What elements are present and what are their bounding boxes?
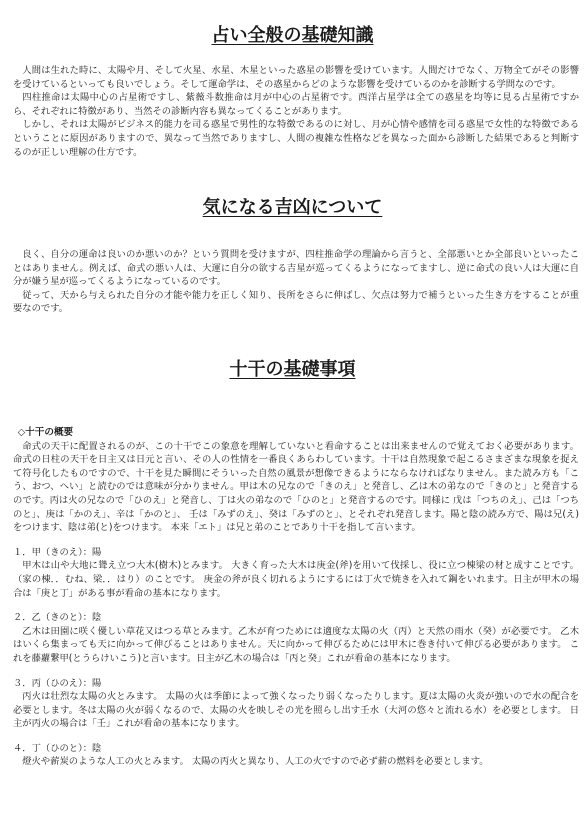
- section-ten-stems: [13, 426, 579, 769]
- overview-heading: ◇十干の概要: [17, 427, 74, 438]
- section-fortune-basics: [13, 64, 579, 159]
- title-ten-stems: 十干の基礎事項: [229, 359, 356, 380]
- stem-heading-hinoto: ４．丁（ひのと）：陰: [13, 742, 102, 754]
- paragraph: 四柱推命は太陽中心の占星術ですし、紫薇斗数推命は月が中心の占星術です。西洋占星学は全ての惑星を均等に見る占星術ですから、それぞれに特徴があり、当然その診断内容も異なってくることがあります。: [13, 92, 579, 117]
- stem-body-kinoto: 乙木は田園に咲く優しい草花又はつる草とみます。乙木が育つためには適度な太陽の火（丙）と天然の雨水（癸）が必要です。 乙木はいくら集まっても天に向かって伸びることはありません。天に向かって伸びるためには甲木に巻き付いて伸びる必要があります。 これを藤蘿繋甲(とうらけいこう)と言います。日主が乙木の場合は「丙と癸」これが看命の基本になります。: [13, 625, 579, 664]
- paragraph: 良く、自分の運命は良いのか悪いのか？という質問を受けますが、四柱推命学の理論から言うと、全部悪いとか全部良いといったことはありません。例えば、命式の悪い人は、大運に自分の欲する吉星が巡ってくるようになってますし、逆に命式の良い人は大運に自分が嫌う星が巡ってくるようになっているのです。: [13, 249, 579, 288]
- paragraph: 人間は生れた時に、太陽や月、そして火星、水星、木星といった惑星の影響を受けています。人間だけでなく、万物全てがその影響を受けているといっても良いでしょう。そして運命学は、その惑星からどのような影響を受けているのかを診断する学問なのです。: [13, 65, 579, 90]
- paragraph: 従って、天から与えられた自分の才能や能力を正しく知り、長所をさらに伸ばし、欠点は努力で補うといった生き方をすることが重要なのです。: [13, 289, 579, 315]
- stem-body-hinoe: 丙火は壮烈な太陽の火とみます。 太陽の火は季節によって強くなったり弱くなったりします。夏は太陽の火炎が強いので水の配合を必要とします。冬は太陽の火が弱くなるので、太陽の火を映しその光を照らし出す壬水（大河の悠々と流れる水）を必要とします。 日主が丙火の場合は「壬」これが看命の基本になります。: [13, 691, 579, 730]
- stem-body-kinoe: 甲木は山や大地に聳え立つ大木(樹木)とみます。 大きく育った大木は庚金(斧)を用いて伐採し、役に立つ棟梁の材と成すことです。（家の棟．．むね、梁．．はり）のことです。 庚金の斧が良く切れるようにするには丁火で焼きを入れて鋼をいれます。日主が甲木の場合は「庚と丁」がある事が看命の基本になります。: [13, 560, 579, 599]
- stem-heading-kinoe: １．甲（きのえ）：陽: [13, 546, 102, 558]
- stem-heading-hinoe: ３．丙（ひのえ）：陽: [13, 677, 102, 689]
- stem-heading-kinoto: ２．乙（きのと）：陰: [13, 612, 102, 624]
- title-fortune-basics: 占い全般の基礎知識: [211, 25, 374, 46]
- paragraph: しかし、それは太陽がビジネス的能力を司る惑星で男性的な特徴であるのに対し、月が心情や感情を司る惑星で女性的な特徴であるということに原因がありますので、異なって当然でありますし、人間の複雑な性格などを異なった面から診断した結果であると判断するのが正しい理解の仕方です。: [13, 119, 579, 158]
- section-good-bad-fortune: [13, 248, 579, 316]
- stem-body-hinoto: 燈火や薪炭のような人工の火とみます。 太陽の丙火と異なり、人工の火ですので必ず薪の燃料を必要とします。: [22, 756, 489, 768]
- overview-paragraph: 命式の天干に配置されるのが、この十干でこの象意を理解していないと看命することは出来ませんので覚えておく必要があります。 命式の日柱の天干を日主又は日元と言い、その人の性情を一番良くあらわしています。十干は自然現象で起こるさまざまな現象を捉えて符号化したものですので、十干を見た瞬間にそういった自然の風景が想像できるようにならなければなりません。また読み方も「こう、おつ、へい」と読むのでは意味が分かりません。甲は木の兄なので「きのえ」と発音し、乙は木の弟なので「きのと」と発音するのです。丙は火の兄なので「ひのえ」と発音し、丁は火の弟なので「ひのと」と発音するのです。同様に 戊は「つちのえ」、己は「つちのと」、庚は「かのえ」、辛は「かのと」、 壬は「みずのえ」、癸は「みずのと」、とそれぞれ発音します。陽と陰の読み方で、陽は兄(え)をつけます、陰は弟(と)をつけます。 本来「エト」は兄と弟のことであり十干を指して言います。: [13, 440, 580, 534]
- title-good-bad-fortune: 気になる吉凶について: [202, 197, 383, 218]
